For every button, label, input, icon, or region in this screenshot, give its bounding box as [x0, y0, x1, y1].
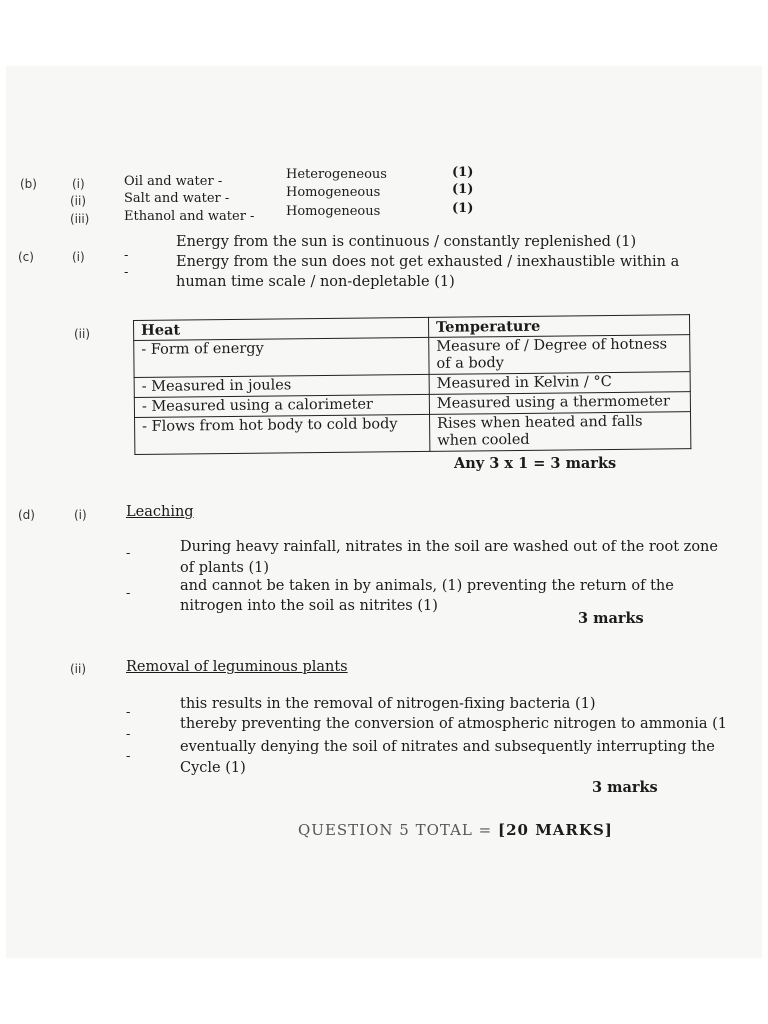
part-b-ii-type: Homogeneous — [286, 185, 381, 200]
bullet: - — [126, 727, 131, 742]
part-d-ii-line-3: eventually denying the soil of nitrates and subsequently interrupting the — [180, 739, 715, 755]
part-d-ii-line-2: thereby preventing the conversion of atmospheric nitrogen to ammonia (1 — [180, 716, 727, 732]
part-b-ii-mark: (1) — [452, 182, 474, 197]
part-b-i-type: Heterogeneous — [286, 167, 387, 182]
part-b-label: (b) — [20, 177, 37, 191]
part-d-i-line-3: and cannot be taken in by animals, (1) preventing the return of the — [180, 578, 674, 594]
question-total-label: QUESTION 5 TOTAL = — [298, 821, 493, 839]
part-d-ii-num: (ii) — [70, 662, 87, 676]
table-header-heat: Heat — [134, 317, 429, 340]
part-b-ii-num: (ii) — [70, 194, 87, 208]
bullet: - — [126, 749, 131, 764]
part-d-i-marks: 3 marks — [578, 610, 644, 627]
part-b-iii-mixture: Ethanol and water - — [124, 209, 255, 224]
part-b-i-mark: (1) — [452, 165, 474, 180]
part-c-i-line-1: Energy from the sun is continuous / constantly replenished (1) — [176, 234, 637, 250]
table-row — [134, 335, 690, 378]
part-d-i-line-1: During heavy rainfall, nitrates in the soil are washed out of the root zone — [180, 539, 718, 555]
part-b-ii-mixture: Salt and water - — [124, 191, 230, 206]
question-total — [298, 822, 613, 839]
heat-temperature-table — [133, 314, 691, 455]
part-c-ii-marks: Any 3 x 1 = 3 marks — [454, 455, 617, 472]
part-b-i-mixture: Oil and water - — [124, 174, 223, 189]
part-c-i-line-3: human time scale / non-depletable (1) — [176, 274, 455, 290]
table-header-temperature: Temperature — [428, 315, 689, 338]
table-cell: - Measured in joules — [134, 374, 429, 397]
part-c-i-line-2: Energy from the sun does not get exhausted / inexhaustible within a — [176, 254, 680, 270]
exam-page — [6, 66, 762, 958]
question-total-marks: [20 MARKS] — [498, 821, 613, 839]
part-b-iii-mark: (1) — [452, 201, 474, 216]
part-d-ii-line-4: Cycle (1) — [180, 760, 246, 776]
bullet: - — [126, 586, 131, 601]
part-c-label: (c) — [18, 250, 34, 264]
part-d-label: (d) — [18, 508, 35, 522]
part-d-ii-heading: Removal of leguminous plants — [126, 659, 348, 675]
part-b-i-num: (i) — [72, 177, 85, 191]
part-d-ii-marks: 3 marks — [592, 779, 658, 796]
table-cell: - Flows from hot body to cold body — [135, 414, 430, 454]
table-cell: Measure of / Degree of hotness of a body — [429, 335, 690, 375]
bullet: - — [124, 248, 129, 263]
bullet: - — [126, 705, 131, 720]
table-cell: Measured using a thermometer — [429, 392, 690, 415]
part-d-i-num: (i) — [74, 508, 87, 522]
table-cell: Rises when heated and falls when cooled — [430, 412, 691, 452]
part-c-i-num: (i) — [72, 250, 85, 264]
bullet: - — [126, 546, 131, 561]
part-d-i-line-4: nitrogen into the soil as nitrites (1) — [180, 598, 438, 614]
part-c-ii-num: (ii) — [74, 327, 91, 341]
table-cell: Measured in Kelvin / °C — [429, 372, 690, 395]
part-b-iii-type: Homogeneous — [286, 204, 381, 219]
table-cell: - Form of energy — [134, 337, 429, 377]
part-b-iii-num: (iii) — [70, 212, 90, 226]
bullet: - — [124, 265, 129, 280]
part-d-i-line-2: of plants (1) — [180, 560, 270, 576]
part-d-i-heading: Leaching — [126, 504, 194, 520]
part-d-ii-line-1: this results in the removal of nitrogen-fixing bacteria (1) — [180, 696, 596, 712]
table-row — [135, 412, 691, 455]
table-cell: - Measured using a calorimeter — [134, 394, 429, 417]
